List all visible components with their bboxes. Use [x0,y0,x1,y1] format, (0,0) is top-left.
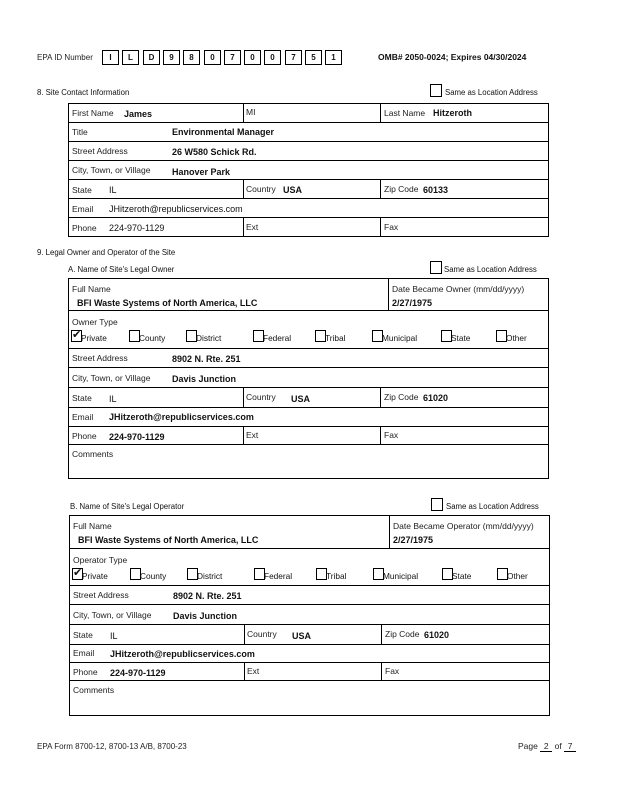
type-label-municipal: Municipal [382,333,418,343]
street-label: Street Address [72,146,128,156]
omb-number: OMB# 2050-0024; Expires 04/30/2024 [378,52,527,62]
country-field[interactable]: USA [283,185,303,195]
owner-ext-label: Ext [246,430,259,440]
type-label-county: County [139,333,166,343]
s8-state-row [68,179,549,199]
epa-id-char-box[interactable]: 9 [163,50,180,65]
epa-id-char-box[interactable]: 0 [244,50,261,65]
type-label-district: District [196,333,222,343]
s8-title-row [68,122,549,142]
type-label-other: Other [507,571,528,581]
state-label: State [72,185,92,195]
operator-comments-row[interactable] [69,680,550,716]
owner-street-label: Street Address [72,353,128,363]
epa-id-char-box[interactable]: I [102,50,119,65]
epa-id-char-box[interactable]: 0 [264,50,281,65]
fax-label: Fax [384,222,399,232]
title-label: Title [72,127,88,137]
operator-subtitle: B. Name of Site's Legal Operator [70,502,185,511]
operator-state-label: State [73,630,93,640]
type-label-federal: Federal [263,333,292,343]
operator-date-field[interactable]: 2/27/1975 [393,535,434,545]
operator-phone-field[interactable]: 224-970-1129 [110,668,166,678]
owner-phone-field[interactable]: 224-970-1129 [109,432,165,442]
same-as-location-label-owner: Same as Location Address [444,265,537,274]
first-name-label: First Name [72,108,114,118]
epa-id-char-box[interactable]: 1 [325,50,342,65]
owner-comments-row[interactable] [68,444,549,479]
city-field[interactable]: Hanover Park [172,167,231,177]
title-field[interactable]: Environmental Manager [172,127,275,137]
epa-id-char-box[interactable]: 7 [285,50,302,65]
epa-id-label: EPA ID Number [37,53,93,62]
section-9-title: 9. Legal Owner and Operator of the Site [37,248,176,257]
type-label-federal: Federal [264,571,293,581]
type-label-county: County [140,571,167,581]
section-8-title: 8. Site Contact Information [37,88,130,97]
owner-city-field[interactable]: Davis Junction [172,374,237,384]
owner-date-field[interactable]: 2/27/1975 [392,298,433,308]
operator-street-field[interactable]: 8902 N. Rte. 251 [173,591,242,601]
owner-street-row [68,348,549,368]
first-name-field[interactable]: James [124,109,153,119]
owner-fullname-row [68,278,549,311]
operator-email-label: Email [73,648,95,658]
owner-subtitle: A. Name of Site's Legal Owner [68,265,175,274]
owner-email-label: Email [72,412,94,422]
same-as-location-label-operator: Same as Location Address [446,502,539,511]
owner-zip-label: Zip Code [384,392,419,402]
owner-date-label: Date Became Owner (mm/dd/yyyy) [392,284,525,294]
owner-email-row [68,407,549,427]
type-label-tribal: Tribal [326,571,347,581]
same-as-location-checkbox-owner[interactable] [430,261,442,274]
owner-state-row [68,387,549,408]
operator-city-label: City, Town, or Village [73,610,152,620]
operator-email-field[interactable]: JHitzeroth@republicservices.com [110,649,255,659]
epa-id-char-box[interactable]: 0 [204,50,221,65]
s8-phone-row [68,217,549,237]
operator-fullname-label: Full Name [73,521,112,531]
of-word: of [554,741,562,751]
type-label-private: Private [82,571,108,581]
owner-state-label: State [72,393,92,403]
state-field[interactable]: IL [109,185,117,195]
owner-fullname-label: Full Name [72,284,111,294]
type-label-state: State [451,333,471,343]
operator-zip-field[interactable]: 61020 [424,630,450,640]
email-field[interactable]: JHitzeroth@republicservices.com [109,204,243,214]
type-label-municipal: Municipal [383,571,419,581]
city-label: City, Town, or Village [72,165,151,175]
epa-id-char-box[interactable]: D [143,50,160,65]
epa-id-char-box[interactable]: 8 [183,50,200,65]
mi-label: MI [246,107,256,117]
owner-phone-label: Phone [72,431,97,441]
operator-type-label: Operator Type [73,555,128,565]
owner-phone-row [68,426,549,445]
street-field[interactable]: 26 W580 Schick Rd. [172,147,257,157]
operator-email-row [69,644,550,663]
owner-city-label: City, Town, or Village [72,373,151,383]
type-label-tribal: Tribal [325,333,346,343]
operator-country-field[interactable]: USA [292,631,312,641]
page-total: 7 [564,741,576,752]
checkmark-icon: ✔ [72,329,82,341]
owner-type-row [68,310,549,349]
epa-id-char-box[interactable]: 7 [224,50,241,65]
phone-label: Phone [72,223,97,233]
type-label-other: Other [506,333,527,343]
checkmark-icon: ✔ [73,567,83,579]
operator-phone-row [69,662,550,681]
operator-date-label: Date Became Operator (mm/dd/yyyy) [393,521,534,531]
operator-type-row [69,548,550,586]
type-label-district: District [197,571,223,581]
operator-city-row [69,604,550,625]
page-indicator [518,741,576,752]
operator-street-row [69,585,550,605]
epa-id-char-box[interactable]: 5 [305,50,322,65]
owner-country-label: Country [246,392,276,402]
operator-state-field[interactable]: IL [110,631,118,641]
owner-email-field[interactable]: JHitzeroth@republicservices.com [109,412,254,422]
page-number: 2 [540,741,552,752]
operator-phone-label: Phone [73,667,98,677]
page-word: Page [518,741,538,751]
owner-city-row [68,367,549,388]
s8-name-row [68,103,549,123]
operator-ext-label: Ext [247,666,260,676]
operator-city-field[interactable]: Davis Junction [173,611,238,621]
ext-label: Ext [246,222,259,232]
operator-comments-label: Comments [73,685,115,695]
owner-country-field[interactable]: USA [291,394,311,404]
owner-fullname-field[interactable]: BFI Waste Systems of North America, LLC [77,298,258,308]
s8-email-row [68,198,549,218]
owner-fax-label: Fax [384,430,399,440]
zip-field[interactable]: 60133 [423,185,449,195]
operator-fullname-field[interactable]: BFI Waste Systems of North America, LLC [78,535,259,545]
last-name-field[interactable]: Hitzeroth [433,108,472,118]
same-as-location-label-s8: Same as Location Address [445,88,538,97]
s8-city-row [68,160,549,180]
owner-state-field[interactable]: IL [109,394,117,404]
phone-field[interactable]: 224-970-1129 [109,223,165,233]
owner-type-label: Owner Type [72,317,118,327]
operator-state-row [69,624,550,645]
operator-fax-label: Fax [385,666,400,676]
operator-street-label: Street Address [73,590,129,600]
epa-id-char-box[interactable]: L [122,50,139,65]
email-label: Email [72,204,94,214]
owner-zip-field[interactable]: 61020 [423,393,449,403]
owner-comments-label: Comments [72,449,114,459]
same-as-location-checkbox-s8[interactable] [430,84,442,97]
operator-country-label: Country [247,629,277,639]
same-as-location-checkbox-operator[interactable] [431,498,443,511]
type-label-state: State [452,571,472,581]
country-label: Country [246,184,276,194]
s8-street-row [68,141,549,161]
type-label-private: Private [81,333,107,343]
operator-zip-label: Zip Code [385,629,420,639]
form-number: EPA Form 8700-12, 8700-13 A/B, 8700-23 [37,742,187,751]
operator-fullname-row [69,515,550,549]
last-name-label: Last Name [384,108,426,118]
owner-street-field[interactable]: 8902 N. Rte. 251 [172,354,241,364]
zip-label: Zip Code [384,184,419,194]
